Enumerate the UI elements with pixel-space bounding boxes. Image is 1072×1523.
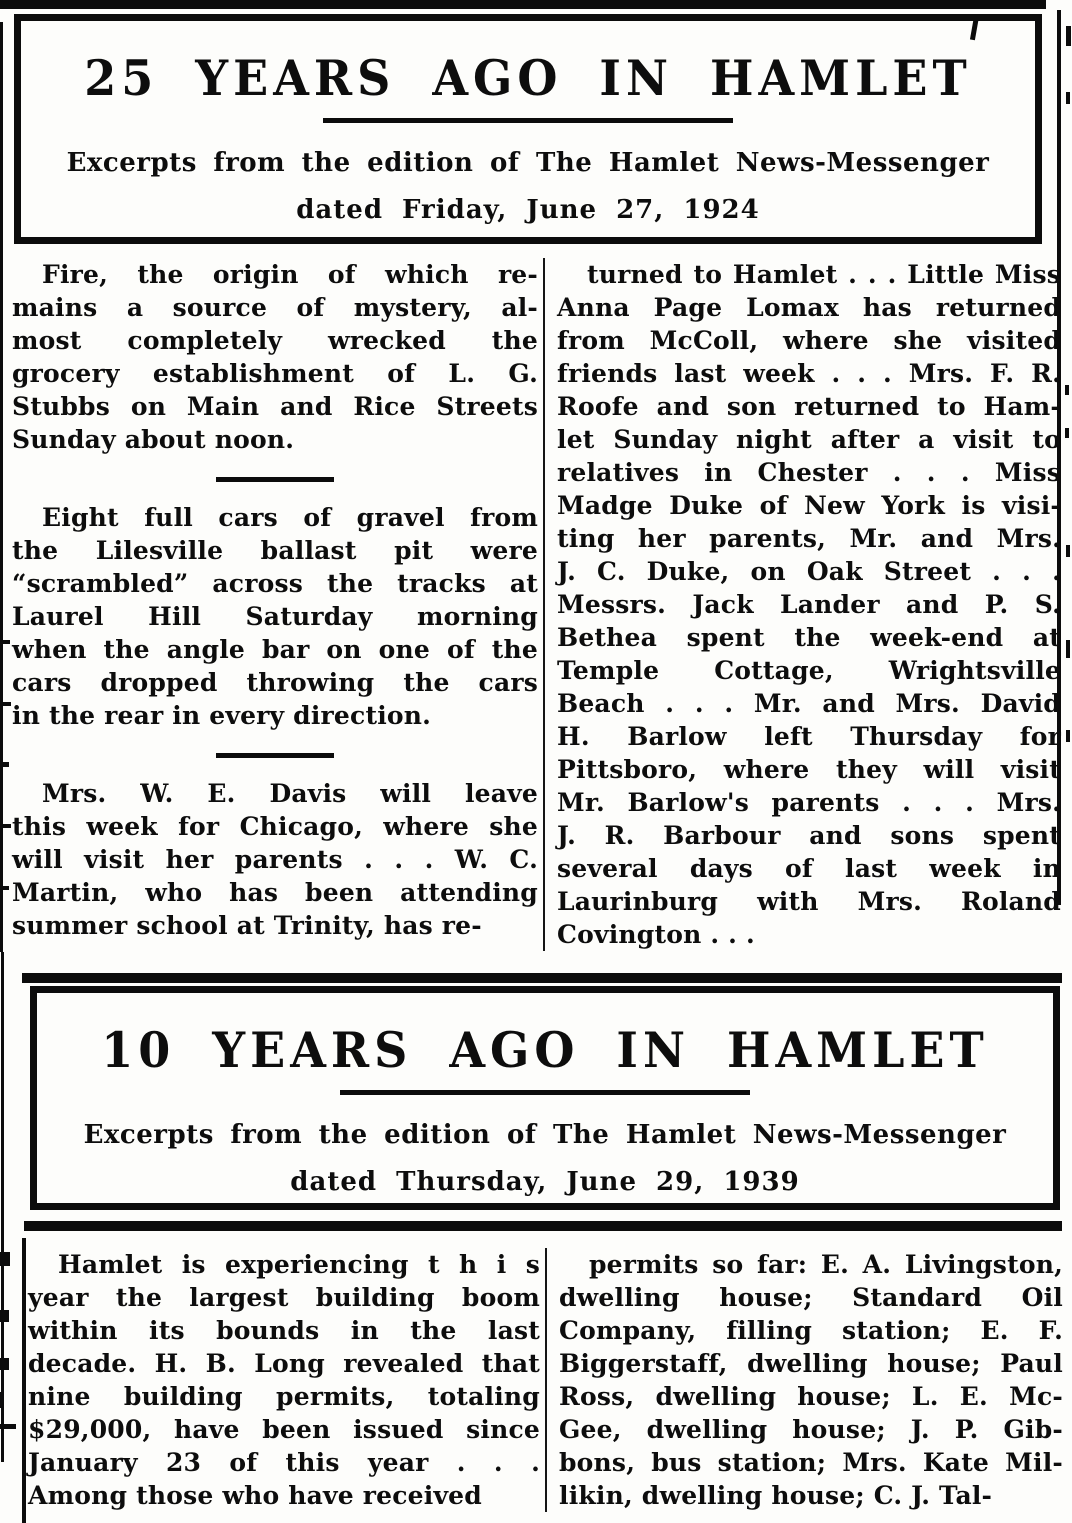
article10-left-column bbox=[28, 1248, 540, 1512]
text-line: will visit her parents . . . W. C. bbox=[12, 845, 538, 874]
text-line: Biggerstaff, dwelling house; Paul bbox=[559, 1349, 1063, 1378]
text-line: $29,000, have been issued since bbox=[28, 1415, 540, 1444]
top-edge-bar bbox=[0, 0, 1046, 9]
text-line: J. R. Barbour and sons spent bbox=[557, 821, 1061, 850]
text-line: grocery establishment of L. G. bbox=[12, 359, 538, 388]
paragraph bbox=[12, 777, 538, 942]
text-line: Madge Duke of New York is visi- bbox=[557, 491, 1061, 520]
text-line: Covington . . . bbox=[557, 920, 755, 949]
text-line: summer school at Trinity, has re- bbox=[12, 911, 482, 940]
text-line: friends last week . . . Mrs. F. R. bbox=[557, 359, 1061, 388]
text-line: year the largest building boom bbox=[28, 1283, 540, 1312]
scan-speck bbox=[0, 1310, 9, 1322]
headline-box-10-years bbox=[30, 986, 1060, 1210]
scan-speck bbox=[1, 762, 9, 767]
left-edge-rule bbox=[1, 952, 4, 1462]
text-line: Beach . . . Mr. and Mrs. David bbox=[557, 689, 1061, 718]
text-line: turned to Hamlet . . . Little Miss bbox=[587, 260, 1061, 289]
text-line: Bethea spent the week-end at bbox=[557, 623, 1061, 652]
text-line: permits so far: E. A. Livingston, bbox=[589, 1250, 1063, 1279]
text-line: H. Barlow left Thursday for bbox=[557, 722, 1061, 751]
text-line: Stubbs on Main and Rice Streets bbox=[12, 392, 538, 421]
article25-left-column bbox=[12, 258, 538, 951]
scan-speck bbox=[1066, 640, 1070, 658]
scan-speck bbox=[1, 886, 9, 890]
text-line: Laurel Hill Saturday morning bbox=[12, 602, 538, 631]
text-line: Among those who have received bbox=[28, 1481, 482, 1510]
scan-speck bbox=[0, 1424, 16, 1429]
paragraph bbox=[28, 1248, 540, 1512]
scan-speck bbox=[2, 824, 11, 828]
text-line: Laurinburg with Mrs. Roland bbox=[557, 887, 1061, 916]
text-line: “scrambled” across the tracks at bbox=[12, 569, 538, 598]
text-line: J. C. Duke, on Oak Street . . . bbox=[557, 557, 1061, 586]
text-line: Company, filling station; E. F. bbox=[559, 1316, 1063, 1345]
scan-speck bbox=[2, 640, 10, 644]
text-line: cars dropped throwing the cars bbox=[12, 668, 538, 697]
text-line: likin, dwelling house; C. J. Tal- bbox=[559, 1481, 993, 1510]
article10-right-column bbox=[559, 1248, 1063, 1512]
text-line: bons, bus station; Mrs. Kate Mil- bbox=[559, 1448, 1063, 1477]
column-divider bbox=[543, 258, 545, 951]
text-line: dwelling house; Standard Oil bbox=[559, 1283, 1063, 1312]
text-line: mains a source of mystery, al- bbox=[12, 293, 538, 322]
paragraph bbox=[12, 258, 538, 456]
headline-subtitle: Excerpts from the edition of The Hamlet News-Messenger bbox=[66, 148, 990, 178]
scan-speck bbox=[1066, 545, 1070, 557]
scan-speck bbox=[2, 702, 11, 706]
text-line: Martin, who has been attending bbox=[12, 878, 538, 907]
headline-title: 10 YEARS AGO IN HAMLET bbox=[101, 1021, 989, 1079]
headline-subtitle: Excerpts from the edition of The Hamlet News-Messenger bbox=[83, 1120, 1007, 1150]
article-10-years bbox=[28, 1248, 1064, 1512]
scan-speck bbox=[0, 1358, 9, 1370]
scan-speck bbox=[1066, 730, 1070, 742]
text-line: within its bounds in the last bbox=[28, 1316, 540, 1345]
scan-speck bbox=[1065, 385, 1069, 395]
text-line: Fire, the origin of which re- bbox=[42, 260, 538, 289]
section-bottom-bar bbox=[24, 1221, 1062, 1231]
headline-dateline: dated Friday, June 27, 1924 bbox=[296, 195, 760, 225]
paragraph-divider bbox=[216, 477, 334, 482]
text-line: several days of last week in bbox=[557, 854, 1061, 883]
text-line: in the rear in every direction. bbox=[12, 701, 432, 730]
text-line: most completely wrecked the bbox=[12, 326, 538, 355]
left-margin-rule bbox=[22, 1238, 26, 1523]
paragraph bbox=[559, 1248, 1063, 1512]
scan-speck bbox=[0, 1392, 4, 1408]
text-line: Ross, dwelling house; L. E. Mc- bbox=[559, 1382, 1063, 1411]
headline-dateline: dated Thursday, June 29, 1939 bbox=[290, 1167, 800, 1197]
text-line: Hamlet is experiencing t h i s bbox=[58, 1250, 540, 1279]
article-25-years bbox=[12, 258, 1062, 951]
paragraph bbox=[557, 258, 1061, 951]
text-line: Pittsboro, where they will visit bbox=[557, 755, 1061, 784]
text-line: let Sunday night after a visit to bbox=[557, 425, 1061, 454]
section-separator-bar bbox=[22, 973, 1062, 983]
text-line: Sunday about noon. bbox=[12, 425, 295, 454]
text-line: ting her parents, Mr. and Mrs. bbox=[557, 524, 1061, 553]
article25-right-column bbox=[557, 258, 1061, 951]
headline-rule bbox=[323, 118, 733, 123]
text-line: decade. H. B. Long revealed that bbox=[28, 1349, 540, 1378]
text-line: the Lilesville ballast pit were bbox=[12, 536, 538, 565]
text-line: Messrs. Jack Lander and P. S. bbox=[557, 590, 1061, 619]
text-line: relatives in Chester . . . Miss bbox=[557, 458, 1061, 487]
scan-speck bbox=[1065, 428, 1069, 438]
text-line: when the angle bar on one of the bbox=[12, 635, 538, 664]
column-divider bbox=[545, 1248, 547, 1512]
text-line: nine building permits, totaling bbox=[28, 1382, 540, 1411]
headline-box-25-years bbox=[14, 14, 1042, 244]
scan-speck bbox=[0, 1252, 10, 1266]
text-line: this week for Chicago, where she bbox=[12, 812, 538, 841]
text-line: Mr. Barlow's parents . . . Mrs. bbox=[557, 788, 1061, 817]
text-line: Mrs. W. E. Davis will leave bbox=[42, 779, 538, 808]
scan-speck bbox=[1066, 92, 1070, 104]
text-line: Anna Page Lomax has returned bbox=[557, 293, 1061, 322]
text-line: Eight full cars of gravel from bbox=[42, 503, 538, 532]
paragraph-divider bbox=[216, 753, 334, 758]
left-edge-rule bbox=[0, 22, 3, 952]
scan-speck bbox=[1066, 26, 1071, 46]
text-line: from McColl, where she visited bbox=[557, 326, 1061, 355]
text-line: Temple Cottage, Wrightsville bbox=[557, 656, 1061, 685]
paragraph bbox=[12, 501, 538, 732]
headline-title: 25 YEARS AGO IN HAMLET bbox=[84, 49, 972, 107]
text-line: January 23 of this year . . . bbox=[28, 1448, 540, 1477]
text-line: Roofe and son returned to Ham- bbox=[557, 392, 1061, 421]
text-line: Gee, dwelling house; J. P. Gib- bbox=[559, 1415, 1063, 1444]
headline-rule bbox=[340, 1090, 750, 1095]
